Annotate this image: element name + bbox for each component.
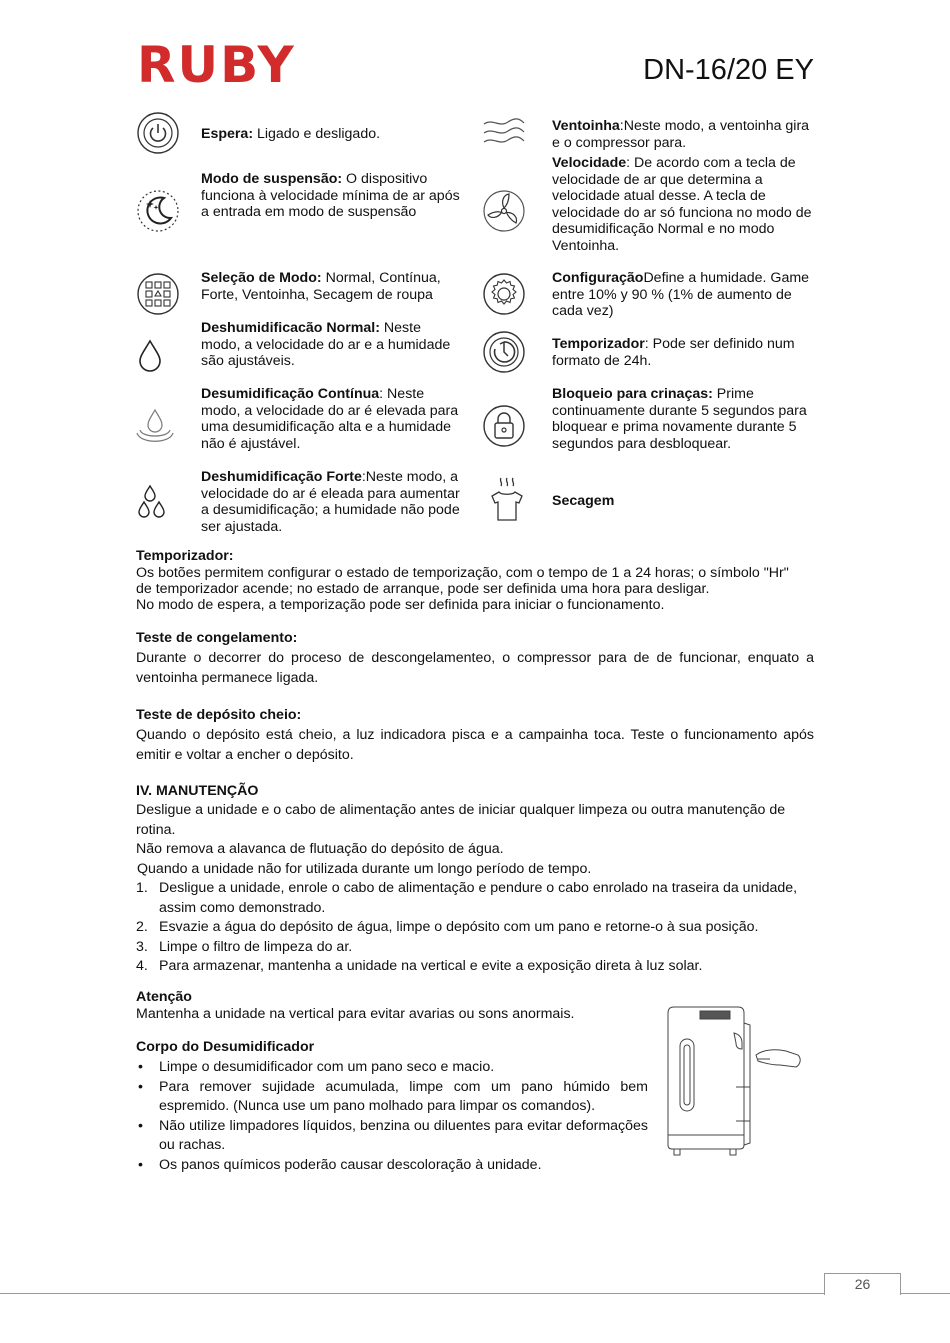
- triple-drop-icon: [134, 482, 180, 528]
- shirt-dry-icon: [484, 476, 530, 522]
- attention-section: [136, 989, 656, 1023]
- mode-grid-icon: [135, 271, 181, 317]
- list-item: • Não utilize limpadores líquidos, benzina ou diluentes para evitar deformações ou rachas.: [138, 1117, 648, 1153]
- standby-description: Espera: Ligado e desligado.: [201, 126, 381, 142]
- tank-full-title: Teste de depósito cheio:: [136, 707, 302, 723]
- drying-description: Secagem: [552, 493, 615, 509]
- timer-section-title: Temporizador:: [136, 548, 234, 564]
- list-item: • Os panos químicos poderão causar descoloração à unidade.: [138, 1156, 542, 1173]
- timer-line: de temporizador acende; no estado de arranque, pode ser definida uma hora para desligar.: [136, 581, 710, 598]
- list-item: 1. Desligue a unidade, enrole o cabo de alimentação e pendure o cabo enrolado na traseira da unidade, assim como demonstrado.: [136, 880, 798, 916]
- timer-line: Os botões permitem configurar o estado de temporização, com o tempo de 1 a 24 horas; o símbolo "Hr": [136, 565, 789, 581]
- attention-text: Mantenha a unidade na vertical para evitar avarias ou sons anormais.: [136, 1006, 575, 1022]
- list-item: • Para remover sujidade acumulada, limpe com um pano húmido bem espremido. (Nunca use um pano molhado para limpar os comandos).: [138, 1078, 648, 1114]
- page-number: 26: [824, 1273, 901, 1295]
- body-care-title: Corpo do Desumidificador: [136, 1039, 315, 1055]
- timer-description: Temporizador: Pode ser definido num formato de 24h.: [552, 336, 795, 369]
- maintenance-title: IV. MANUTENÇÃO: [136, 783, 259, 799]
- body-care-section: [136, 1039, 648, 1175]
- maintenance-paragraph: Não remova a alavanca de flutuação do depósito de água.: [136, 841, 504, 857]
- speed-description: Velocidade: De acordo com a tecla de velocidade de ar que determina a velocidade atual desse. A tecla de velocidade do ar só funciona no modo de desumidificação Normal e no modo Ventoinha.: [552, 155, 812, 254]
- strong-dehumidify-description: Deshumidificação Forte:Neste modo, a velocidade do ar é eleada para aumentar a desumidificação; a humidade não pode ser ajustada.: [201, 469, 460, 535]
- sleep-mode-description: Modo de suspensão: O dispositivo funciona à velocidade mínima de ar após a entrada em modo de suspensão: [201, 171, 460, 221]
- mode-selection-description: Seleção de Modo: Normal, Contínua, Forte, Ventoinha, Secagem de roupa: [201, 270, 441, 303]
- normal-dehumidify-description: Deshumidificacão Normal: Neste modo, a velocidade do ar e a humidade são ajustáveis.: [201, 320, 451, 370]
- tank-full-section: [136, 707, 814, 765]
- timer-section-body: [136, 565, 816, 614]
- continuous-dehumidify-description: Desumidificação Contínua: Neste modo, a velocidade do ar é elevada para uma desumidificação alta e a humidade não é ajustável.: [201, 386, 459, 452]
- timer-icon: [481, 329, 527, 375]
- fan-mode-description: Ventoinha:Neste modo, a ventoinha gira e o compressor para.: [552, 118, 810, 151]
- freeze-test-text: Durante o decorrer do proceso de descongelamenteo, o compressor para de de funcionar, enquato a ventoinha permanece ligada.: [136, 650, 814, 686]
- list-item: 2. Esvazie a água do depósito de água, limpe o depósito com um pano e retorne-o à sua posição.: [136, 919, 759, 935]
- child-lock-description: Bloqueio para crinaças: Prime continuamente durante 5 segundos para bloquear e prima novamente durante 5 segundos para desbloquear.: [552, 386, 807, 452]
- gear-icon: [481, 271, 527, 317]
- list-item: 4. Para armazenar, mantenha a unidade na vertical e evite a exposição direta à luz solar.: [136, 958, 703, 974]
- continuous-drop-icon: [132, 404, 178, 450]
- list-item: • Limpe o desumidificador com um pano seco e macio.: [138, 1059, 495, 1075]
- footer-rule: [0, 1293, 950, 1294]
- dehumidifier-illustration: [660, 1003, 805, 1163]
- maintenance-steps: [136, 879, 814, 977]
- body-care-list: [136, 1058, 648, 1175]
- maintenance-section: [136, 783, 814, 977]
- power-icon: [135, 110, 181, 156]
- maintenance-paragraph: Quando a unidade não for utilizada durante um longo período de tempo.: [137, 860, 592, 877]
- fan-icon: [481, 188, 527, 234]
- wind-waves-icon: [481, 110, 527, 156]
- attention-title: Atenção: [136, 989, 192, 1005]
- setting-description: ConfiguraçãoDefine a humidade. Game entre 10% y 90 % (1% de aumento de cada vez): [552, 270, 810, 320]
- brand-logo: RUBY: [137, 36, 296, 94]
- freeze-test-title: Teste de congelamento:: [136, 630, 298, 646]
- freeze-test-section: [136, 630, 814, 688]
- maintenance-paragraph: Desligue a unidade e o cabo de alimentação antes de iniciar qualquer limpeza ou outra manutenção de rotina.: [136, 802, 786, 838]
- list-item: 3. Limpe o filtro de limpeza do ar.: [136, 938, 353, 955]
- sleep-moon-icon: [135, 188, 181, 234]
- lock-icon: [481, 403, 527, 449]
- timer-section: [136, 548, 816, 614]
- timer-line: No modo de espera, a temporização pode ser definida para iniciar o funcionamento.: [136, 597, 665, 614]
- tank-full-text: Quando o depósito está cheio, a luz indicadora pisca e a campainha toca. Teste o funcionamento após emitir e voltar a encher o depósito.: [136, 727, 814, 763]
- water-drop-icon: [127, 333, 173, 379]
- model-number: DN-16/20 EY: [643, 54, 814, 86]
